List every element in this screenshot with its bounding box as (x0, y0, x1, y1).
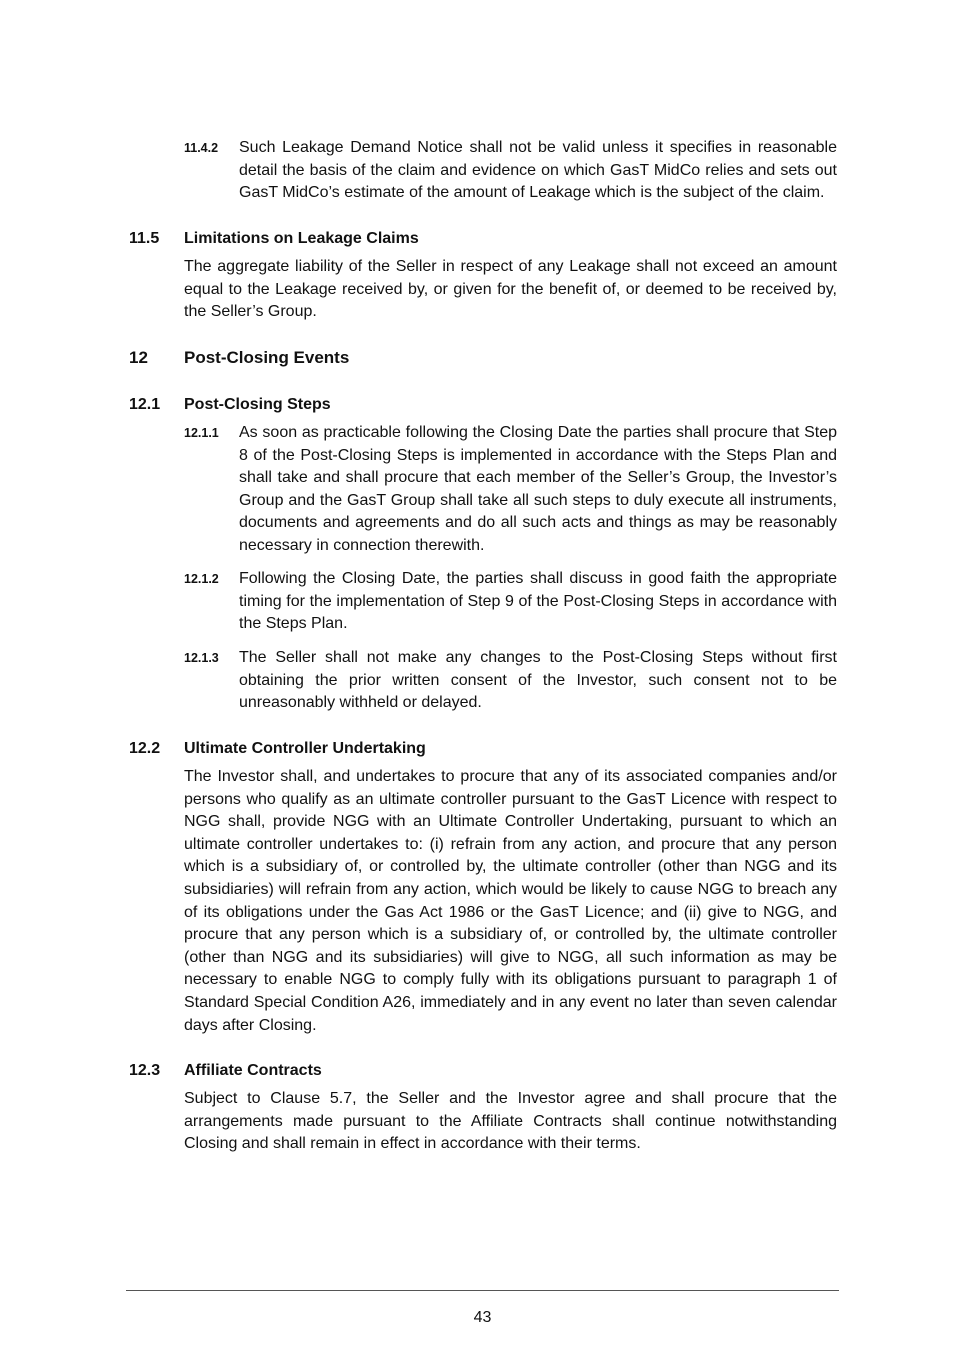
clause-number: 12.1.1 (184, 426, 219, 440)
clause-number: 11.4.2 (184, 141, 219, 155)
section-heading: Post-Closing Events (184, 348, 350, 367)
clause-text: As soon as practicable following the Closing Date the parties shall procure that Step 8 of the Post-Closing Steps is implemented in accordance with the Steps Plan and shall take and shall procure that each member of the Seller’s Group, the Investor’s Group and the GasT Group shall take all such steps to duly execute all instruments, documents and agreements and do all such acts and things as may be reasonably necessary in connection therewith. (239, 424, 837, 554)
footer-divider (126, 1290, 839, 1291)
clause-number: 12.1.3 (184, 651, 219, 665)
clause-text: The Investor shall, and undertakes to procure that any of its associated companies and/or persons who qualify as an ultimate controller pursuant to the GasT Licence with respect to NGG shall, provide NGG with an Ultimate Controller Undertaking, pursuant to which an ultimate controller undertakes to: (i) refrain from any action, and procure that any person which is a subsidiary of, or controlled by, the ultimate controller (other than NGG and its subsidiaries) will refrain from any action, which would be likely to cause NGG to breach any of its obligations under the Gas Act 1986 or the GasT Licence; and (ii) give to NGG, and procure that any person which is a subsidiary of, or controlled by, the ultimate controller (other than NGG and its subsidiaries) will give to NGG, all such information as may be necessary to enable NGG to comply fully with its obligations pursuant to paragraph 1 of Standard Special Condition A26, immediately and in any event no later than seven calendar days after Closing. (184, 768, 837, 1034)
clause-number: 11.5 (129, 230, 160, 247)
clause-heading: Post-Closing Steps (184, 396, 331, 413)
clause-number: 12.1.2 (184, 572, 219, 586)
clause-number: 12.1 (129, 396, 161, 413)
page-number: 43 (473, 1309, 492, 1326)
clause-heading: Ultimate Controller Undertaking (184, 740, 426, 757)
clause-heading: Limitations on Leakage Claims (184, 230, 419, 247)
clause-text: Following the Closing Date, the parties shall discuss in good faith the appropriate timing for the implementation of Step 9 of the Post-Closing Steps in accordance with the Steps Plan. (239, 570, 837, 633)
clause-text: The aggregate liability of the Seller in respect of any Leakage shall not exceed an amount equal to the Leakage received by, or given for the benefit of, or deemed to be received by, the Seller’s Group. (184, 258, 837, 321)
clause-number: 12.3 (129, 1062, 161, 1079)
clause-text: Such Leakage Demand Notice shall not be valid unless it specifies in reasonable detail the basis of the claim and evidence on which GasT MidCo relies and sets out GasT MidCo’s estimate of the amount of Leakage which is the subject of the claim. (239, 139, 837, 202)
clause-number: 12 (129, 348, 148, 367)
clause-text: Subject to Clause 5.7, the Seller and the Investor agree and shall procure that the arrangements made pursuant to the Affiliate Contracts shall continue notwithstanding Closing and shall remain in effect in accordance with their terms. (184, 1090, 837, 1153)
clause-number: 12.2 (129, 740, 161, 757)
clause-text: The Seller shall not make any changes to the Post-Closing Steps without first obtaining the prior written consent of the Investor, such consent not to be unreasonably withheld or delayed. (239, 649, 837, 712)
clause-heading: Affiliate Contracts (184, 1062, 322, 1079)
